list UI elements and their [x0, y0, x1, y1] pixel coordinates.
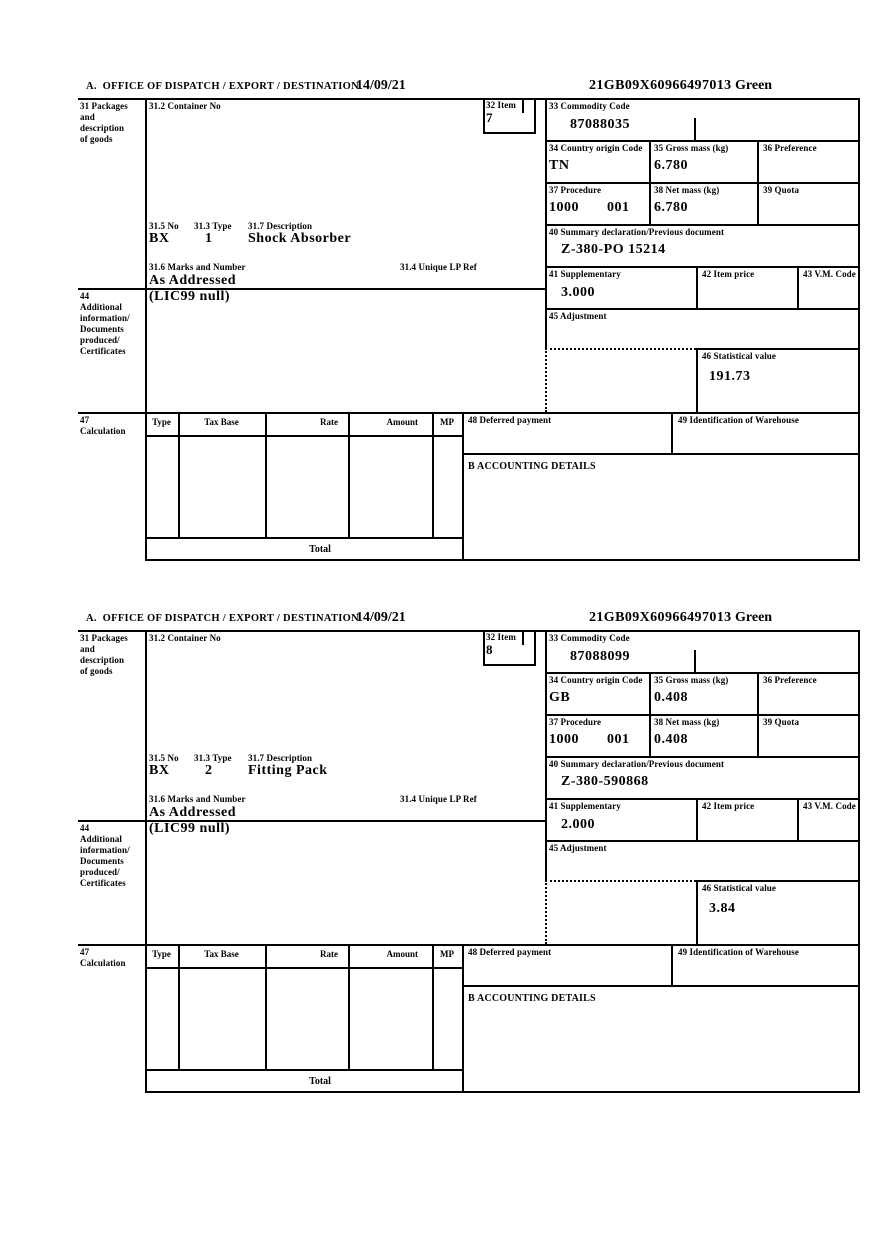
grid-line	[78, 98, 860, 100]
commodity-code-separator	[694, 650, 696, 672]
box40-summary-label: 40 Summary declaration/Previous document	[549, 227, 725, 237]
item-number-value: 7	[486, 110, 493, 125]
goods-description-value: Shock Absorber	[248, 231, 352, 246]
box49-warehouse-label: 49 Identification of Warehouse	[678, 947, 799, 957]
grid-line	[545, 182, 860, 184]
gross-mass-value: 0.408	[654, 690, 688, 705]
grid-line	[757, 140, 759, 226]
accounting-details-label: B ACCOUNTING DETAILS	[468, 461, 596, 472]
grid-line	[534, 630, 536, 666]
box32-item-label: 32 Item	[486, 100, 516, 110]
box43-vm-code-label: 43 V.M. Code	[803, 801, 856, 811]
grid-line	[757, 672, 759, 758]
commodity-code-value: 87088099	[570, 649, 630, 664]
procedure-extra-value: 001	[607, 732, 630, 747]
box34-origin-label: 34 Country origin Code	[549, 143, 643, 153]
calc-amount-header: Amount	[386, 949, 418, 959]
box43-vm-code-label: 43 V.M. Code	[803, 269, 856, 279]
routing-status: Green	[735, 78, 773, 93]
goods-description-value: Fitting Pack	[248, 763, 328, 778]
box44-additional-label: 44 Additional information/ Documents produced/ Certificates	[80, 823, 130, 888]
grid-line	[696, 798, 698, 842]
grid-line	[348, 412, 350, 539]
calc-rate-header: Rate	[320, 417, 338, 427]
box31-7-description-label: 31.7 Description	[248, 753, 313, 763]
supplementary-value: 3.000	[561, 285, 595, 300]
grid-line	[462, 412, 464, 561]
box42-item-price-label: 42 Item price	[702, 801, 755, 811]
grid-line	[265, 412, 267, 539]
grid-line	[145, 1069, 464, 1071]
grid-line	[545, 798, 860, 800]
box35-gross-mass-label: 35 Gross mass (kg)	[654, 675, 729, 685]
grid-line	[483, 630, 485, 666]
box41-supplementary-label: 41 Supplementary	[549, 801, 621, 811]
box39-quota-label: 39 Quota	[763, 717, 800, 727]
procedure-extra-value: 001	[607, 200, 630, 215]
marks-value: As Addressed	[149, 273, 237, 288]
procedure-value: 1000	[549, 200, 579, 215]
procedure-value: 1000	[549, 732, 579, 747]
box41-supplementary-label: 41 Supplementary	[549, 269, 621, 279]
grid-line	[696, 348, 698, 414]
grid-line	[545, 224, 860, 226]
grid-line	[545, 140, 860, 142]
box44-additional-label: 44 Additional information/ Documents produced/ Certificates	[80, 291, 130, 356]
box48-deferred-label: 48 Deferred payment	[468, 415, 552, 425]
dotted-line	[545, 348, 547, 412]
box38-net-mass-label: 38 Net mass (kg)	[654, 717, 720, 727]
box46-statistical-label: 46 Statistical value	[702, 351, 776, 361]
marks-value: As Addressed	[149, 805, 237, 820]
box35-gross-mass-label: 35 Gross mass (kg)	[654, 143, 729, 153]
commodity-code-value: 87088035	[570, 117, 630, 132]
item-number-value: 8	[486, 642, 493, 657]
grid-line	[534, 98, 536, 134]
gross-mass-value: 6.780	[654, 158, 688, 173]
grid-line	[671, 412, 673, 455]
box31-2-container-label: 31.2 Container No	[149, 633, 221, 643]
grid-line	[696, 266, 698, 310]
net-mass-value: 0.408	[654, 732, 688, 747]
grid-line	[545, 266, 860, 268]
box45-adjustment-label: 45 Adjustment	[549, 843, 607, 853]
grid-line	[178, 412, 180, 539]
grid-line	[545, 714, 860, 716]
box31-packages-label: 31 Packages and description of goods	[80, 633, 128, 676]
net-mass-value: 6.780	[654, 200, 688, 215]
previous-document-value: Z-380-PO 15214	[561, 242, 666, 257]
grid-line	[483, 98, 485, 134]
accounting-details-label: B ACCOUNTING DETAILS	[468, 993, 596, 1004]
box37-procedure-label: 37 Procedure	[549, 185, 602, 195]
grid-line	[348, 944, 350, 1071]
grid-line	[78, 944, 860, 946]
item-section-2	[78, 612, 864, 1100]
calc-amount-header: Amount	[386, 417, 418, 427]
dispatch-date: 14/09/21	[356, 610, 406, 625]
box31-5-no-label: 31.5 No	[149, 221, 179, 231]
box49-warehouse-label: 49 Identification of Warehouse	[678, 415, 799, 425]
grid-line	[696, 880, 698, 946]
grid-line	[265, 944, 267, 1071]
dotted-line	[545, 880, 696, 882]
additional-information-value: (LIC99 null)	[149, 821, 231, 836]
box37-procedure-label: 37 Procedure	[549, 717, 602, 727]
package-type-value: 2	[205, 763, 213, 778]
grid-line	[797, 798, 799, 842]
grid-line	[462, 944, 464, 1093]
grid-line	[145, 98, 147, 561]
dispatch-date: 14/09/21	[356, 78, 406, 93]
grid-line	[145, 967, 464, 969]
country-origin-value: TN	[549, 158, 570, 173]
grid-line	[545, 756, 860, 758]
box46-statistical-label: 46 Statistical value	[702, 883, 776, 893]
box31-7-description-label: 31.7 Description	[248, 221, 313, 231]
grid-line	[145, 559, 860, 561]
grid-line	[696, 348, 860, 350]
calc-total-label: Total	[309, 544, 331, 555]
grid-line	[78, 630, 860, 632]
calc-total-label: Total	[309, 1076, 331, 1087]
grid-line	[483, 132, 536, 134]
box31-4-lp-ref-label: 31.4 Unique LP Ref	[400, 794, 477, 804]
grid-line	[178, 944, 180, 1071]
box31-2-container-label: 31.2 Container No	[149, 101, 221, 111]
previous-document-value: Z-380-590868	[561, 774, 649, 789]
calc-rate-header: Rate	[320, 949, 338, 959]
country-origin-value: GB	[549, 690, 571, 705]
office-of-dispatch-label: A. OFFICE OF DISPATCH / EXPORT / DESTINATION	[86, 613, 360, 624]
grid-line	[649, 672, 651, 758]
grid-line	[649, 140, 651, 226]
dotted-line	[545, 348, 696, 350]
statistical-value: 3.84	[709, 901, 736, 916]
office-of-dispatch-label: A. OFFICE OF DISPATCH / EXPORT / DESTINATION	[86, 81, 360, 92]
box31-packages-label: 31 Packages and description of goods	[80, 101, 128, 144]
calc-tax-base-header: Tax Base	[204, 949, 239, 959]
grid-line	[145, 435, 464, 437]
box31-3-type-label: 31.3 Type	[194, 753, 232, 763]
grid-line	[483, 664, 536, 666]
box31-6-marks-label: 31.6 Marks and Number	[149, 262, 246, 272]
box45-adjustment-label: 45 Adjustment	[549, 311, 607, 321]
item-section-1	[78, 80, 864, 568]
box31-3-type-label: 31.3 Type	[194, 221, 232, 231]
grid-line	[696, 880, 860, 882]
grid-line	[145, 537, 464, 539]
grid-line	[462, 985, 860, 987]
box31-5-no-label: 31.5 No	[149, 753, 179, 763]
box38-net-mass-label: 38 Net mass (kg)	[654, 185, 720, 195]
box48-deferred-label: 48 Deferred payment	[468, 947, 552, 957]
grid-line	[462, 453, 860, 455]
box31-4-lp-ref-label: 31.4 Unique LP Ref	[400, 262, 477, 272]
grid-line	[432, 944, 434, 1071]
box31-6-marks-label: 31.6 Marks and Number	[149, 794, 246, 804]
calc-type-header: Type	[152, 417, 171, 427]
grid-line	[545, 672, 860, 674]
box36-preference-label: 36 Preference	[763, 143, 817, 153]
mrn-number: 21GB09X60966497013	[589, 610, 732, 625]
box39-quota-label: 39 Quota	[763, 185, 800, 195]
statistical-value: 191.73	[709, 369, 751, 384]
grid-line	[545, 840, 860, 842]
mrn-number: 21GB09X60966497013	[589, 78, 732, 93]
box42-item-price-label: 42 Item price	[702, 269, 755, 279]
calc-type-header: Type	[152, 949, 171, 959]
grid-line	[545, 630, 547, 882]
grid-line	[145, 1091, 860, 1093]
box33-commodity-label: 33 Commodity Code	[549, 101, 630, 111]
grid-line	[545, 98, 547, 350]
grid-line	[797, 266, 799, 310]
grid-line	[858, 630, 860, 1093]
box33-commodity-label: 33 Commodity Code	[549, 633, 630, 643]
box47-calculation-label: 47 Calculation	[80, 415, 126, 436]
calc-tax-base-header: Tax Base	[204, 417, 239, 427]
box40-summary-label: 40 Summary declaration/Previous document	[549, 759, 725, 769]
box32-item-label: 32 Item	[486, 632, 516, 642]
grid-line	[78, 412, 860, 414]
grid-line	[671, 944, 673, 987]
grid-line	[145, 630, 147, 1093]
calc-mp-header: MP	[440, 417, 454, 427]
package-no-value: BX	[149, 231, 170, 246]
commodity-code-separator	[694, 118, 696, 140]
box36-preference-label: 36 Preference	[763, 675, 817, 685]
calc-mp-header: MP	[440, 949, 454, 959]
grid-line	[545, 308, 860, 310]
grid-line	[432, 412, 434, 539]
grid-line	[858, 98, 860, 561]
routing-status: Green	[735, 610, 773, 625]
supplementary-value: 2.000	[561, 817, 595, 832]
package-no-value: BX	[149, 763, 170, 778]
grid-line	[522, 98, 524, 113]
dotted-line	[545, 880, 547, 944]
additional-information-value: (LIC99 null)	[149, 289, 231, 304]
box34-origin-label: 34 Country origin Code	[549, 675, 643, 685]
package-type-value: 1	[205, 231, 213, 246]
box47-calculation-label: 47 Calculation	[80, 947, 126, 968]
grid-line	[522, 630, 524, 645]
